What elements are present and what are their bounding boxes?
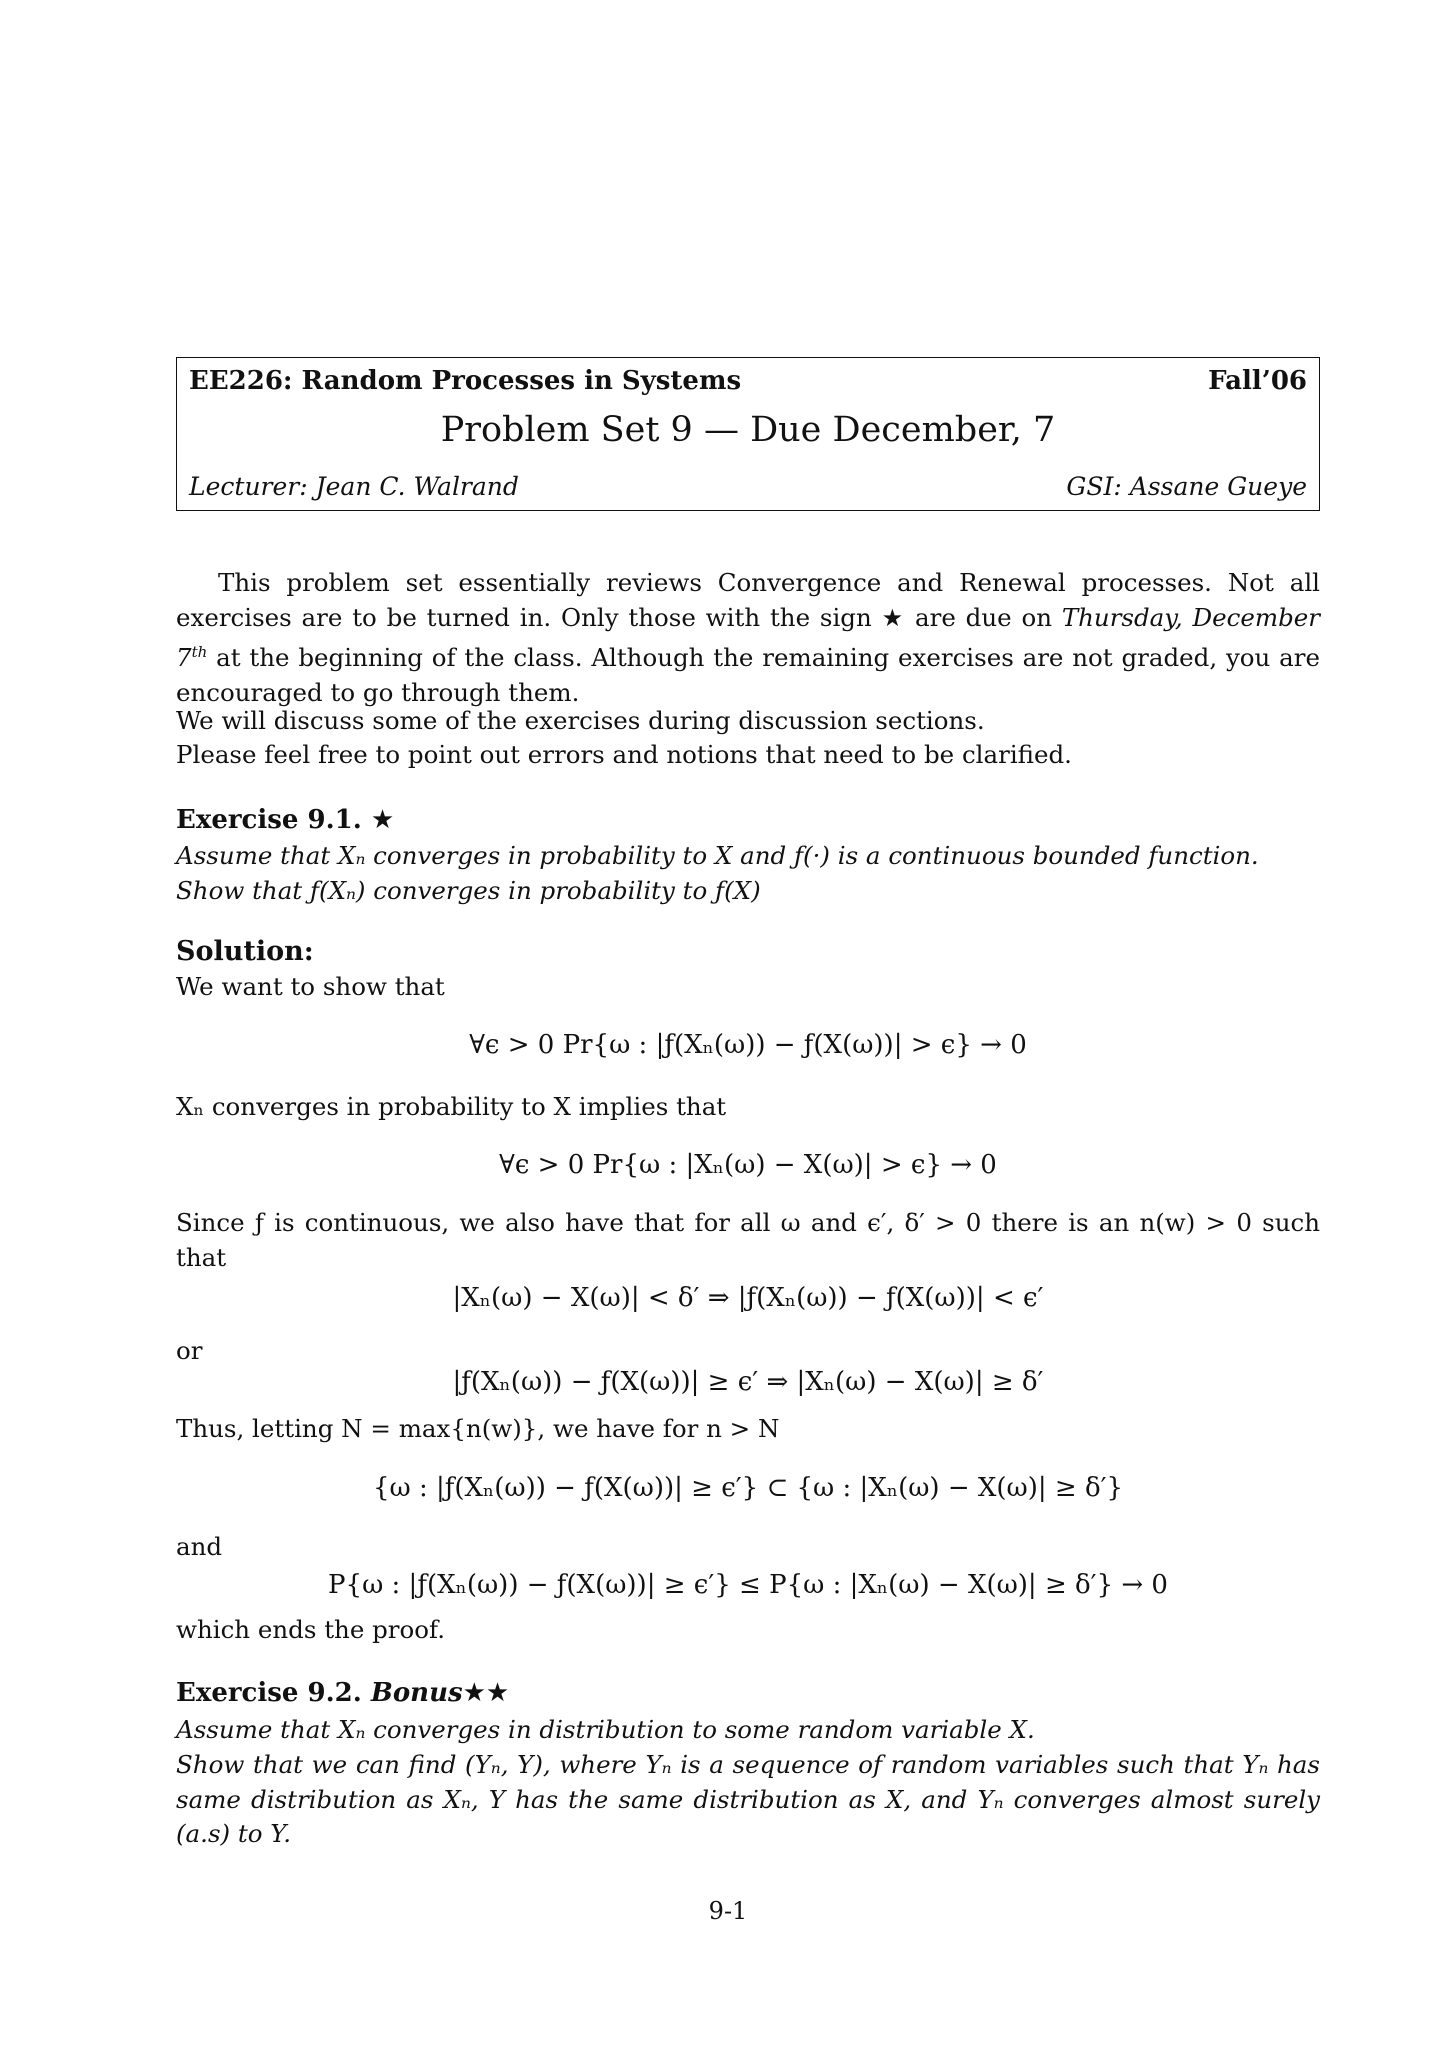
solution-text: and (176, 1532, 223, 1561)
equation: ∀ϵ > 0 Pr{ω : |ƒ(Xₙ(ω)) − ƒ(X(ω))| > ϵ} → 0 (469, 1030, 1027, 1060)
bonus-label: Bonus (370, 1678, 463, 1708)
gsi-name: GSI: Assane Gueye (1066, 472, 1307, 501)
intro-line-3: Please feel free to point out errors and notions that need to be clarified. (176, 740, 1072, 769)
equation: |ƒ(Xₙ(ω)) − ƒ(X(ω))| ≥ ϵ′ ⇒ |Xₙ(ω) − X(ω)| ≥ δ′ (452, 1367, 1044, 1397)
intro-text-a: This problem set essentially reviews Convergence and Renewal processes. Not all exercises are to be turned in. Only those with the sign (176, 568, 1320, 632)
equation: ∀ϵ > 0 Pr{ω : |Xₙ(ω) − X(ω)| > ϵ} → 0 (499, 1150, 997, 1180)
header-box (176, 357, 1320, 511)
problem-set-title: Problem Set 9 — Due December, 7 (440, 410, 1056, 450)
term-label: Fall’06 (1208, 366, 1307, 396)
solution-text: Thus, letting N = max{n(w)}, we have for n > N (176, 1414, 780, 1443)
solution-heading: Solution: (176, 936, 314, 967)
solution-text: or (176, 1336, 203, 1365)
page-number: 9-1 (708, 1897, 748, 1925)
exercise-statement-line: Show that we can find (Yₙ, Y), where Yₙ is a sequence of random variables such that Yₙ has same distribution as Xₙ, Y has the same distribution as X, and Yₙ converges almost surely (a.s) to Y. (176, 1750, 1320, 1848)
star-icon: ★ (881, 603, 906, 632)
star-icon: ★★ (462, 1678, 510, 1708)
star-icon: ★ (370, 805, 395, 835)
equation: P{ω : |ƒ(Xₙ(ω)) − ƒ(X(ω))| ≥ ϵ′} ≤ P{ω : |Xₙ(ω) − X(ω)| ≥ δ′} → 0 (328, 1570, 1168, 1600)
exercise-heading: Exercise 9.2. Bonus★★ (176, 1678, 510, 1708)
exercise-statement-line: Assume that Xₙ converges in distribution to some random variable X. (176, 1715, 1035, 1744)
intro-text-c: at the beginning of the class. Although the remaining exercises are not graded, you are encouraged to go through them. (176, 643, 1320, 707)
exercise-statement-line: Show that ƒ(Xₙ) converges in probability to ƒ(X) (176, 876, 761, 905)
due-date: Thursday, December 7th (176, 602, 1320, 673)
solution-text: which ends the proof. (176, 1615, 445, 1644)
intro-text-b: are due on (905, 602, 1062, 632)
solution-text: Xₙ converges in probability to X implies that (176, 1092, 727, 1121)
exercise-heading: Exercise 9.1. ★ (176, 805, 395, 835)
solution-text: Since ƒ is continuous, we also have that for all ω and ϵ′, δ′ > 0 there is an n(w) > 0 such that (176, 1208, 1320, 1272)
course-title: EE226: Random Processes in Systems (189, 366, 742, 396)
lecturer-name: Lecturer: Jean C. Walrand (189, 472, 519, 501)
intro-line-2: We will discuss some of the exercises during discussion sections. (176, 706, 985, 735)
solution-text: We want to show that (176, 972, 445, 1001)
equation: |Xₙ(ω) − X(ω)| < δ′ ⇒ |ƒ(Xₙ(ω)) − ƒ(X(ω))| < ϵ′ (452, 1283, 1044, 1313)
equation: {ω : |ƒ(Xₙ(ω)) − ƒ(X(ω))| ≥ ϵ′} ⊂ {ω : |Xₙ(ω) − X(ω)| ≥ δ′} (372, 1473, 1124, 1503)
exercise-statement-line: Assume that Xₙ converges in probability to X and ƒ(·) is a continuous bounded function. (176, 841, 1259, 870)
intro-paragraph (176, 566, 1320, 710)
